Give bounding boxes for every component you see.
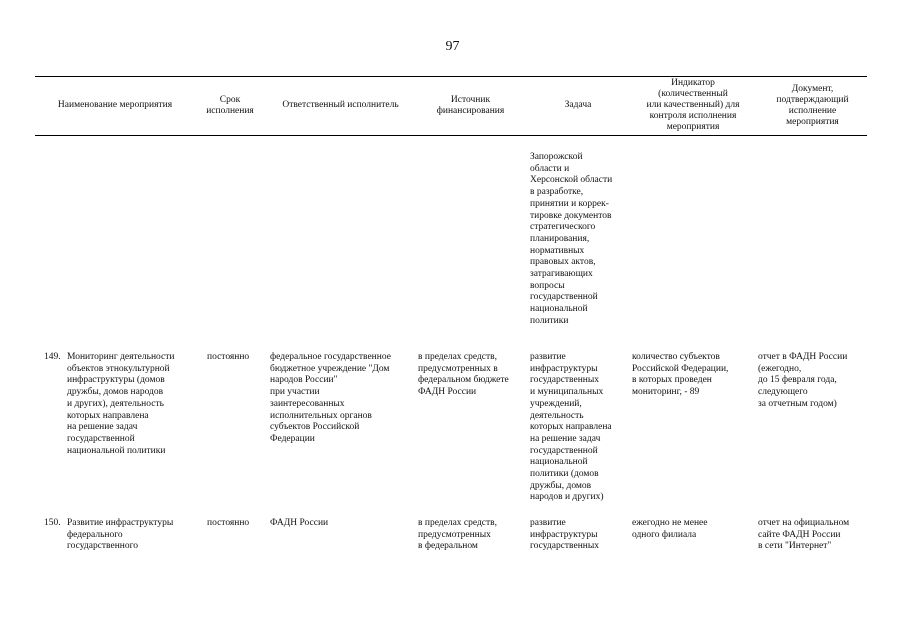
header-document: Документ, подтверждающий исполнение мероприятия <box>776 83 849 127</box>
row-149-name: Мониторинг деятельности объектов этнокультурной инфраструктуры (домов дружбы, домов народов и других), деятельность которых направлена на решение задач государственной национальной политики <box>67 352 175 456</box>
row-150-document: отчет на официальном сайте ФАДН России в сети "Интернет" <box>758 518 850 552</box>
header-deadline: Срок исполнения <box>206 94 254 116</box>
row-150-number: 150. <box>44 518 61 528</box>
row-150-task: развитие инфраструктуры государственных <box>530 518 600 552</box>
row-150-deadline: постоянно <box>207 518 250 528</box>
page-number: 97 <box>445 39 460 54</box>
row-149-funding: в пределах средств, предусмотренных в федеральном бюджете ФАДН России <box>418 352 509 398</box>
header-indicator: Индикатор (количественный или качественный) для контроля исполнения мероприятия <box>646 78 740 132</box>
row-149-indicator: количество субъектов Российской Федерации, в которых проведен мониторинг, - 89 <box>632 352 729 398</box>
header-bottom-rule <box>35 135 867 136</box>
row-149-number: 149. <box>44 352 61 362</box>
header-name: Наименование мероприятия <box>57 100 173 110</box>
row-150-funding: в пределах средств, предусмотренных в федеральном <box>418 518 498 552</box>
row-150-name: Развитие инфраструктуры федерального государственного <box>67 518 174 552</box>
row-149-document: отчет в ФАДН России (ежегодно, до 15 февраля года, следующего за отчетным годом) <box>758 352 848 409</box>
header-task: Задача <box>564 100 592 110</box>
continuation-task-cell: Запорожской области и Херсонской области в разработке, принятии и коррек- тировке документов стратегического планирования, нормативных правовых актов, затрагивающих вопросы государственной национальной политики <box>530 152 613 326</box>
row-150-indicator: ежегодно не менее одного филиала <box>632 518 708 540</box>
row-149-executor: федеральное государственное бюджетное учреждение "Дом народов России" при участии заинтересованных исполнительных органов субъектов Российской Федерации <box>270 352 391 444</box>
row-149-deadline: постоянно <box>207 352 250 362</box>
row-150-executor: ФАДН России <box>270 518 329 528</box>
header-executor: Ответственный исполнитель <box>282 100 399 110</box>
header-funding: Источник финансирования <box>436 94 505 116</box>
row-149-task: развитие инфраструктуры государственных и муниципальных учреждений, деятельность которых направлена на решение задач государственной национальной политики (домов дружбы, домов народов и других) <box>530 352 612 503</box>
